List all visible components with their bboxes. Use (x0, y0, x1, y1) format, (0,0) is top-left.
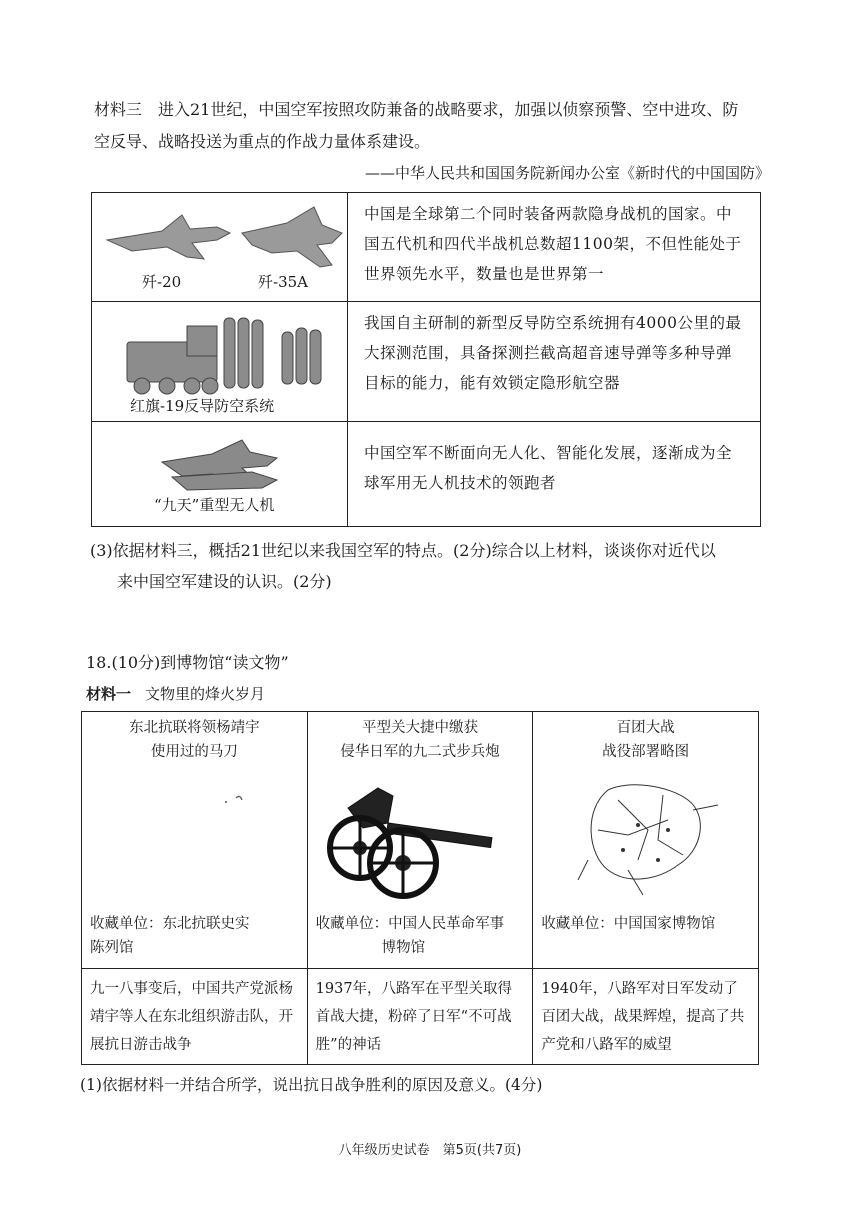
material3-line2: 空反导、战略投送为重点的作战力量体系建设。 (94, 132, 431, 151)
caption-j35a: 歼-35A (258, 273, 308, 291)
artillery-collection: 收藏单位：中国人民革命军事 博物馆 (315, 916, 505, 956)
saber-collection: 收藏单位：东北抗联史实 陈列馆 (90, 916, 250, 956)
artillery-title2: 侵华日军的九二式步兵炮 (340, 744, 500, 760)
hq19-cell (92, 302, 348, 422)
artillery-cell (307, 712, 533, 969)
table-row (92, 422, 761, 527)
hq19-text: 我国自主研制的新型反导防空系统拥有4000公里的最大探测范围，具备探测拦截高超音速导弹等多种导弹目标的能力，能有效锁定隐形航空器 (348, 302, 761, 422)
caption-j20: 歼-20 (142, 273, 182, 291)
saber-description: 九一八事变后，中国共产党派杨靖宇等人在东北组织游击队，开展抗日游击战争 (82, 969, 308, 1065)
material3-table (91, 192, 761, 527)
battle-map-cell (533, 712, 759, 969)
question18-heading: 18.(10分)到博物馆“读文物” (86, 653, 289, 672)
material1-heading (86, 678, 265, 710)
table-row (82, 712, 759, 969)
caption-jiutian: “九天”重型无人机 (154, 496, 275, 514)
question3-line2: 来中国空军建设的认识。(2分) (117, 572, 332, 591)
material1-table (81, 711, 759, 1065)
material3-line1: 材料三 进入21世纪，中国空军按照攻防兼备的战略要求，加强以侦察预警、空中进攻、防 (94, 100, 739, 119)
table-row (92, 302, 761, 422)
battle-map-title2: 战役部署略图 (602, 744, 690, 760)
saber-title1: 东北抗联将领杨靖宇 (129, 720, 260, 736)
material1-title: 文物里的烽火岁月 (145, 685, 266, 703)
caption-hq19: 红旗-19反导防空系统 (130, 397, 275, 415)
question3-line1: (3)依据材料三，概括21世纪以来我国空军的特点。(2分)综合以上材料，谈谈你对近代以 (90, 541, 716, 560)
fighter-jets-cell (92, 193, 348, 302)
page-footer: 八年级历史试卷 第5页(共7页) (338, 1143, 522, 1158)
artillery-title1: 平型关大捷中缴获 (361, 720, 478, 736)
material3-source: ——中华人民共和国国务院新闻办公室《新时代的中国国防》 (364, 164, 770, 182)
material1-label: 材料一 (86, 685, 132, 703)
artillery-image (318, 768, 518, 908)
saber-title2: 使用过的马刀 (150, 744, 238, 760)
table-row (82, 969, 759, 1065)
fighter-jets-text: 中国是全球第二个同时装备两款隐身战机的国家。中国五代机和四代半战机总数超1100架，不但性能处于世界领先水平，数量也是世界第一 (348, 193, 761, 302)
battle-map-collection: 收藏单位：中国国家博物馆 (541, 916, 716, 932)
question1: (1)依据材料一并结合所学，说出抗日战争胜利的原因及意义。(4分) (80, 1076, 543, 1094)
saber-cell (82, 712, 308, 969)
battle-map-description: 1940年，八路军对日军发动了百团大战，战果辉煌，提高了共产党和八路军的威望 (533, 969, 759, 1065)
fighter-jets-image (92, 193, 347, 301)
battle-map-image (568, 770, 738, 900)
table-row (92, 193, 761, 302)
battle-map-title1: 百团大战 (616, 720, 675, 736)
drone-text: 中国空军不断面向无人化、智能化发展，逐渐成为全球军用无人机技术的领跑者 (348, 422, 761, 527)
artillery-description: 1937年，八路军在平型关取得首战大捷，粉碎了日军“不可战胜”的神话 (307, 969, 533, 1065)
drone-cell (92, 422, 348, 527)
